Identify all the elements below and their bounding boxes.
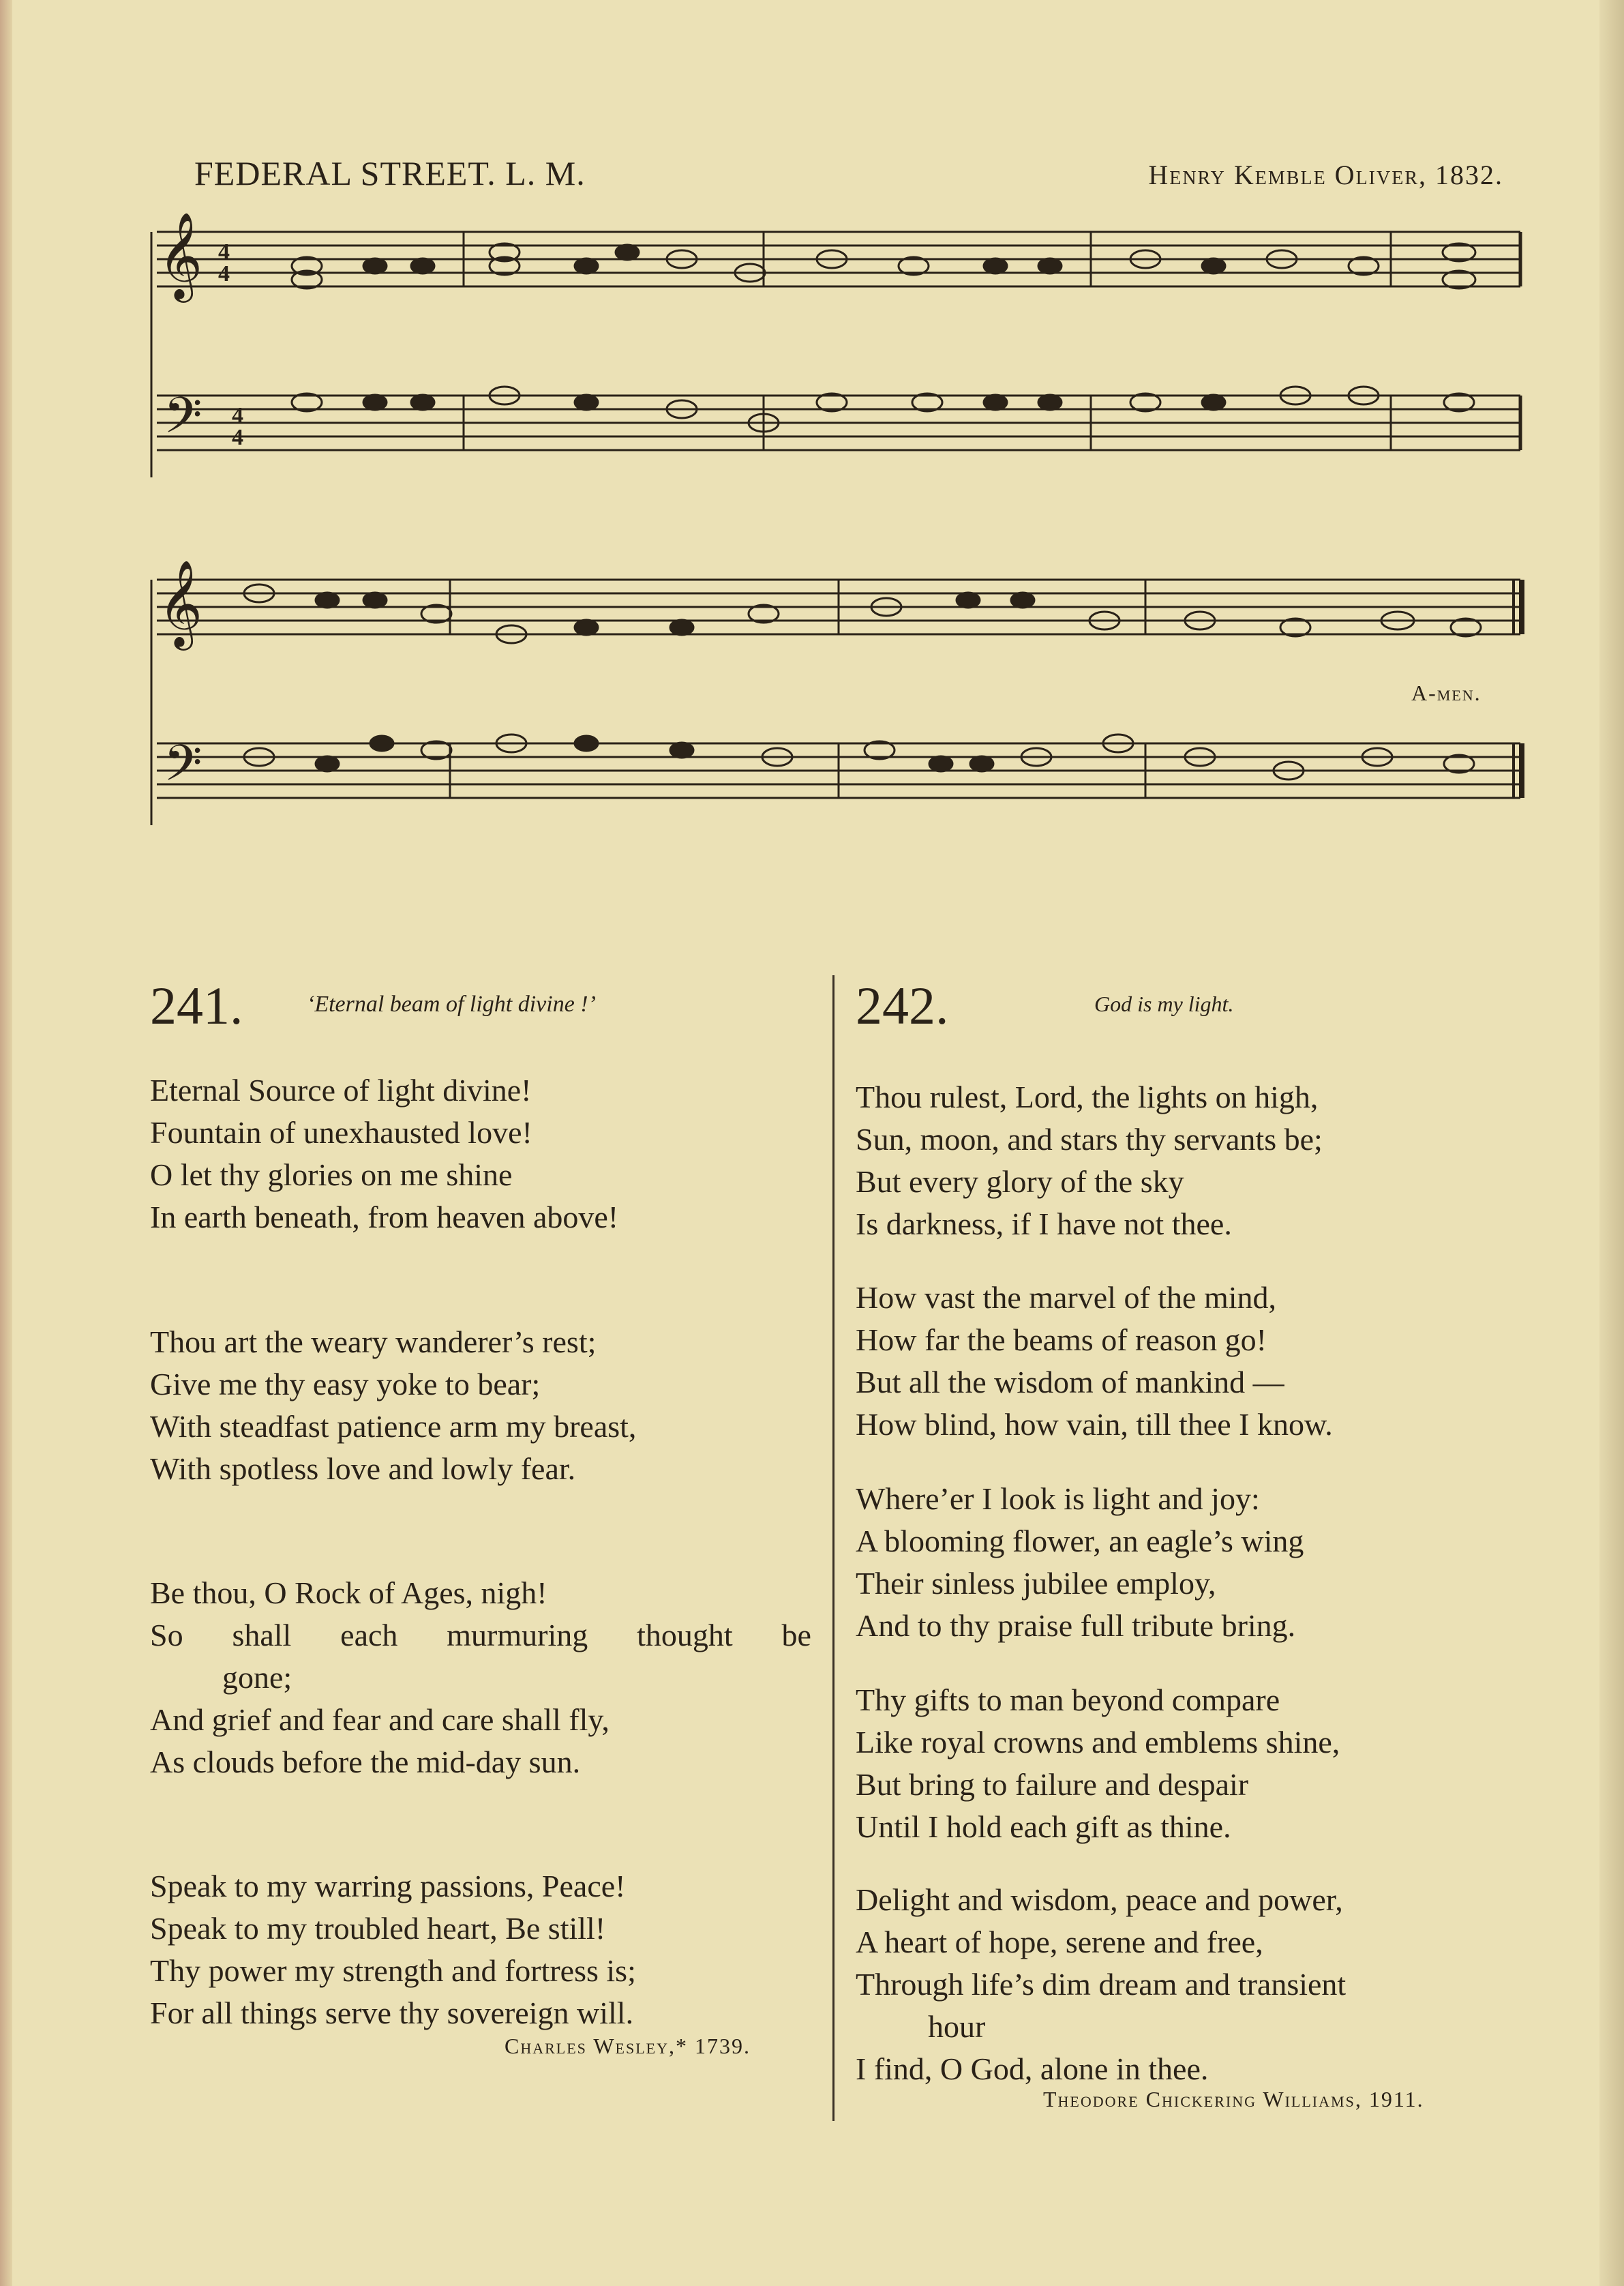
svg-text:4: 4 bbox=[232, 425, 243, 450]
verse-line: O let thy glories on me shine bbox=[150, 1157, 513, 1192]
verse-line: A blooming flower, an eagle’s wing bbox=[856, 1524, 1304, 1558]
verse-word: murmuring bbox=[447, 1618, 588, 1652]
stanza-3 bbox=[856, 1478, 1304, 1647]
stanza-5 bbox=[856, 1879, 1346, 2090]
verse-line: And grief and fear and care shall fly, bbox=[150, 1702, 610, 1737]
verse-line: I find, O God, alone in thee. bbox=[856, 2051, 1209, 2086]
verse-line: Fountain of unexhausted love! bbox=[150, 1115, 532, 1150]
stanza-1 bbox=[856, 1076, 1323, 1245]
verse-line: With steadfast patience arm my breast, bbox=[150, 1409, 637, 1444]
verse-line: Sun, moon, and stars thy servants be; bbox=[856, 1122, 1323, 1157]
verse-line: A heart of hope, serene and free, bbox=[856, 1925, 1263, 1959]
verse-word: shall bbox=[232, 1618, 292, 1652]
stanza-2 bbox=[856, 1277, 1333, 1446]
svg-text:𝄞: 𝄞 bbox=[158, 562, 203, 645]
verse-line: Is darkness, if I have not thee. bbox=[856, 1206, 1232, 1241]
verse-line: But every glory of the sky bbox=[856, 1164, 1184, 1199]
svg-text:4: 4 bbox=[218, 261, 230, 286]
verse-word: be bbox=[781, 1618, 811, 1652]
verse-line: As clouds before the mid-day sun. bbox=[150, 1745, 581, 1779]
svg-text:𝄢: 𝄢 bbox=[164, 737, 202, 803]
svg-text:4: 4 bbox=[232, 403, 243, 428]
svg-text:4: 4 bbox=[218, 239, 230, 265]
verse-line: Their sinless jubilee employ, bbox=[856, 1566, 1216, 1601]
page-edge-left bbox=[0, 0, 12, 2286]
verse-word: thought bbox=[637, 1618, 733, 1652]
verse-line: Through life’s dim dream and transient bbox=[856, 1967, 1347, 2002]
verse-line: But bring to failure and despair bbox=[856, 1767, 1249, 1802]
page-edge-right bbox=[1599, 0, 1624, 2286]
tune-composer: Henry Kemble Oliver, 1832. bbox=[1148, 160, 1503, 190]
verse-line: Speak to my warring passions, Peace! bbox=[150, 1869, 626, 1903]
hymn-author: Charles Wesley,* 1739. bbox=[505, 2034, 751, 2058]
verse-line: Delight and wisdom, peace and power, bbox=[856, 1882, 1343, 1917]
verse-line: Speak to my troubled heart, Be still! bbox=[150, 1911, 606, 1946]
verse-line: Where’er I look is light and joy: bbox=[856, 1481, 1260, 1516]
verse-line: Thy gifts to man beyond compare bbox=[856, 1682, 1280, 1717]
music-system-2 bbox=[150, 532, 1527, 859]
verse-line: Be thou, O Rock of Ages, nigh! bbox=[150, 1575, 547, 1610]
verse-line: How blind, how vain, till thee I know. bbox=[856, 1407, 1333, 1442]
tune-title: FEDERAL STREET. L. M. bbox=[194, 154, 586, 192]
column-divider bbox=[832, 975, 834, 2121]
hymn-subtitle: ‘Eternal beam of light divine !’ bbox=[307, 992, 596, 1017]
hymn-241 bbox=[150, 975, 818, 2066]
stanza-4 bbox=[150, 1865, 636, 2034]
hymn-subtitle: God is my light. bbox=[1094, 992, 1234, 1016]
verse-line: Thou rulest, Lord, the lights on high, bbox=[856, 1080, 1319, 1114]
verse-line: How vast the marvel of the mind, bbox=[856, 1280, 1277, 1315]
verse-line: Give me thy easy yoke to bear; bbox=[150, 1367, 541, 1401]
stanza-4 bbox=[856, 1679, 1340, 1848]
verse-line: Like royal crowns and emblems shine, bbox=[856, 1725, 1340, 1760]
music-system-1 bbox=[150, 205, 1527, 491]
verse-line: Until I hold each gift as thine. bbox=[856, 1809, 1231, 1844]
stanza-3 bbox=[150, 1572, 811, 1783]
hymn-number: 241. bbox=[150, 976, 243, 1035]
verse-word: So bbox=[150, 1618, 183, 1652]
verse-line: But all the wisdom of mankind — bbox=[856, 1365, 1284, 1399]
hymn-242 bbox=[856, 975, 1544, 2111]
verse-line: And to thy praise full tribute bring. bbox=[856, 1608, 1296, 1643]
verse-line: Thy power my strength and fortress is; bbox=[150, 1953, 636, 1988]
amen-label: A-men. bbox=[1411, 681, 1482, 705]
hymn-author: Theodore Chickering Williams, 1911. bbox=[1043, 2087, 1424, 2111]
verse-line: Thou art the weary wanderer’s rest; bbox=[150, 1324, 597, 1359]
verse-line: Eternal Source of light divine! bbox=[150, 1073, 532, 1108]
verse-line: How far the beams of reason go! bbox=[856, 1322, 1267, 1357]
verse-line: With spotless love and lowly fear. bbox=[150, 1451, 576, 1486]
verse-line-continuation: gone; bbox=[222, 1660, 292, 1695]
verse-line: For all things serve thy sovereign will. bbox=[150, 1995, 634, 2030]
stanza-1 bbox=[150, 1069, 618, 1238]
verse-line bbox=[150, 1614, 811, 1657]
verse-line: In earth beneath, from heaven above! bbox=[150, 1200, 619, 1234]
svg-text:𝄞: 𝄞 bbox=[158, 214, 203, 297]
svg-text:𝄢: 𝄢 bbox=[164, 389, 202, 456]
verse-word: each bbox=[340, 1618, 398, 1652]
stanza-2 bbox=[150, 1321, 636, 1490]
hymn-number: 242. bbox=[856, 976, 949, 1035]
verse-line-continuation: hour bbox=[928, 2009, 986, 2044]
tune-header bbox=[194, 153, 1503, 201]
